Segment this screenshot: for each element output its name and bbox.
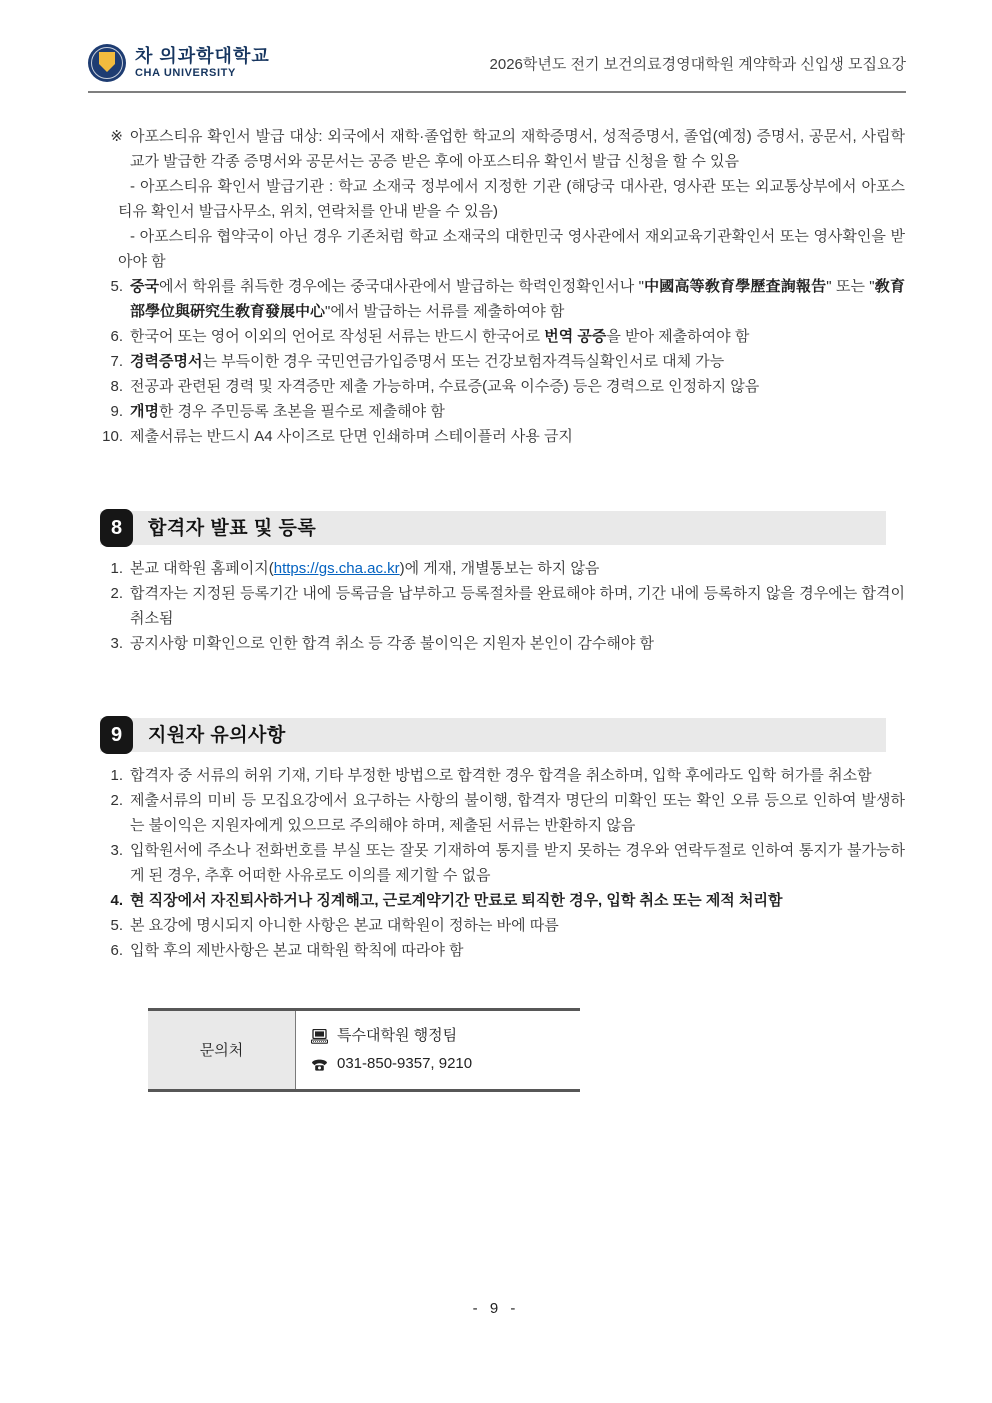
item-text xyxy=(130,324,905,349)
section-8-number-badge: 8 xyxy=(100,509,133,547)
item-text xyxy=(130,349,905,374)
computer-icon xyxy=(311,1029,328,1044)
item-number: 6. xyxy=(110,942,123,959)
list-item xyxy=(100,888,905,913)
document-body xyxy=(100,124,905,1092)
text-run: - 아포스티유 확인서 발급기관 : 학교 소재국 정부에서 지정한 기관 (해당국 대사관, 영사관 또는 외교통상부에서 아포스티유 확인서 발급사무소, 위치, 연락처를 안내 받을 수 있음) xyxy=(118,178,905,220)
list-item xyxy=(100,938,905,963)
contact-table xyxy=(148,1008,580,1092)
text-run: 아포스티유 확인서 발급 대상: 외국에서 재학·졸업한 학교의 재학증명서, 성적증명서, 졸업(예정) 증명서, 공문서, 사립학교가 발급한 각종 증명서와 공문서는 공증 받은 후에 아포스티유 확인서 발급 신청을 할 수 있음 xyxy=(130,128,905,170)
item-text xyxy=(130,581,905,631)
item-number: 7. xyxy=(110,353,123,370)
item-number: 9. xyxy=(110,403,123,420)
text-run: 입학 후의 제반사항은 본교 대학원 학칙에 따라야 함 xyxy=(130,942,464,959)
university-logo xyxy=(88,44,270,82)
contact-info-cell xyxy=(296,1011,580,1089)
page-number: - 9 - xyxy=(472,1300,520,1317)
text-run: 본 요강에 명시되지 아니한 사항은 본교 대학원이 정하는 바에 따름 xyxy=(130,917,559,934)
list-item xyxy=(100,424,905,449)
header-divider xyxy=(88,91,906,93)
text-run: 합격자는 지정된 등록기간 내에 등록금을 납부하고 등록절차를 완료해야 하며, 기간 내에 등록하지 않을 경우에는 합격이 취소됨 xyxy=(130,585,905,627)
list-item xyxy=(100,838,905,888)
item-text xyxy=(130,788,905,838)
item-text xyxy=(130,399,905,424)
bold-text-run: 번역 공증 xyxy=(544,328,607,345)
bold-text-run: 중국 xyxy=(130,278,159,295)
bold-text-run: 敎育部學位與硏究生敎育發展中心 xyxy=(130,278,905,320)
list-item xyxy=(100,631,905,656)
item-text xyxy=(130,631,905,656)
note-marker: ※ xyxy=(110,128,123,145)
university-emblem-icon xyxy=(88,44,126,82)
item-text xyxy=(130,888,905,913)
list-item xyxy=(100,581,905,631)
item-text xyxy=(130,913,905,938)
text-run: 에서 학위를 취득한 경우에는 중국대사관에서 발급하는 학력인정확인서나 " xyxy=(158,278,644,295)
item-number: 3. xyxy=(110,842,123,859)
item-number: 5. xyxy=(110,917,123,934)
text-run: 입학원서에 주소나 전화번호를 부실 또는 잘못 기재하여 통지를 받지 못하는 경우와 연락두절로 인하여 통지가 불가능하게 된 경우, 추후 어떠한 사유로도 이의를 제기할 수 없음 xyxy=(130,842,905,884)
item-number: 2. xyxy=(110,792,123,809)
item-text xyxy=(130,556,905,581)
item-number: 6. xyxy=(110,328,123,345)
list-item xyxy=(100,374,905,399)
contact-department: 특수대학원 행정팀 xyxy=(337,1027,458,1044)
bold-text-run: 中國高等敎育學歷査詢報告 xyxy=(643,278,827,295)
contact-phone: 031-850-9357, 9210 xyxy=(337,1055,473,1072)
item-number: 5. xyxy=(110,278,123,295)
text-run: )에 게재, 개별통보는 하지 않음 xyxy=(399,560,600,577)
item-text xyxy=(130,274,905,324)
bold-text-run: 개명 xyxy=(130,403,159,420)
note-apostille xyxy=(100,124,905,274)
bold-text-run: 경력증명서 xyxy=(130,353,203,370)
list-item xyxy=(100,763,905,788)
text-run: 제출서류의 미비 등 모집요강에서 요구하는 사항의 불이행, 합격자 명단의 미확인 또는 확인 오류 등으로 인하여 발생하는 불이익은 지원자에게 있으므로 주의해야 하며, 제출된 서류는 반환하지 않음 xyxy=(130,792,905,834)
homepage-link[interactable]: https://gs.cha.ac.kr xyxy=(273,560,400,577)
item-number: 1. xyxy=(110,560,123,577)
logo-english-name: CHA UNIVERSITY xyxy=(135,66,236,79)
contact-department-line xyxy=(311,1022,580,1050)
item-text xyxy=(130,374,905,399)
item-number: 10. xyxy=(102,428,123,445)
contact-phone-line xyxy=(311,1050,580,1078)
item-text xyxy=(130,938,905,963)
section-8-header xyxy=(100,509,886,547)
bold-text-run: 4. xyxy=(110,892,123,909)
list-item xyxy=(100,349,905,374)
section-8-title: 합격자 발표 및 등록 xyxy=(148,517,317,539)
item-number: 2. xyxy=(110,585,123,602)
text-run: 본교 대학원 홈페이지( xyxy=(130,560,274,577)
section-9-header xyxy=(100,716,886,754)
text-run: 공지사항 미확인으로 인한 합격 취소 등 각종 불이익은 지원자 본인이 감수해야 함 xyxy=(130,635,655,652)
logo-korean-name: 차 의과학대학교 xyxy=(135,46,270,67)
section-8-list xyxy=(100,556,905,656)
list-item xyxy=(100,913,905,938)
text-run: 한국어 또는 영어 이외의 언어로 작성된 서류는 반드시 한국어로 xyxy=(130,328,545,345)
telephone-icon xyxy=(311,1057,328,1072)
text-run: - 아포스티유 협약국이 아닌 경우 기존처럼 학교 소재국의 대한민국 영사관에서 재외교육기관확인서 또는 영사확인을 받아야 함 xyxy=(118,228,905,270)
text-run: 제출서류는 반드시 A4 사이즈로 단면 인쇄하며 스테이플러 사용 금지 xyxy=(130,428,573,445)
section-9-title: 지원자 유의사항 xyxy=(148,724,286,746)
bold-text-run: 현 직장에서 자진퇴사하거나 징계해고, 근로계약기간 만료로 퇴직한 경우, 입학 취소 또는 제적 처리함 xyxy=(130,892,783,909)
section-9-list xyxy=(100,763,905,963)
list-item xyxy=(100,274,905,324)
text-run: 합격자 중 서류의 허위 기재, 기타 부정한 방법으로 합격한 경우 합격을 취소하며, 입학 후에라도 입학 허가를 취소함 xyxy=(130,767,872,784)
contact-label-cell: 문의처 xyxy=(148,1011,296,1089)
text-run: 는 부득이한 경우 국민연금가입증명서 또는 건강보험자격득실확인서로 대체 가능 xyxy=(202,353,725,370)
page-header xyxy=(0,0,992,93)
list-item xyxy=(100,788,905,838)
item-text xyxy=(130,838,905,888)
note-apostille-sub1 xyxy=(118,174,905,224)
text-run: " 또는 " xyxy=(826,278,875,295)
note-apostille-main xyxy=(130,124,905,174)
list-item xyxy=(100,324,905,349)
note-apostille-sub2 xyxy=(118,224,905,274)
item-text xyxy=(130,763,905,788)
text-run: 을 받아 제출하여야 함 xyxy=(606,328,750,345)
item-number: 1. xyxy=(110,767,123,784)
text-run: "에서 발급하는 서류를 제출하여야 함 xyxy=(325,303,565,320)
item-number xyxy=(100,888,130,913)
text-run: 전공과 관련된 경력 및 자격증만 제출 가능하며, 수료증(교육 이수증) 등은 경력으로 인정하지 않음 xyxy=(130,378,760,395)
text-run: 한 경우 주민등록 초본을 필수로 제출해야 함 xyxy=(158,403,445,420)
item-text xyxy=(130,424,905,449)
document-title: 2026학년도 전기 보건의료경영대학원 계약학과 신입생 모집요강 xyxy=(489,55,906,73)
item-number: 8. xyxy=(110,378,123,395)
list-item xyxy=(100,556,905,581)
section-9-number-badge: 9 xyxy=(100,716,133,754)
list-item xyxy=(100,399,905,424)
item-number: 3. xyxy=(110,635,123,652)
